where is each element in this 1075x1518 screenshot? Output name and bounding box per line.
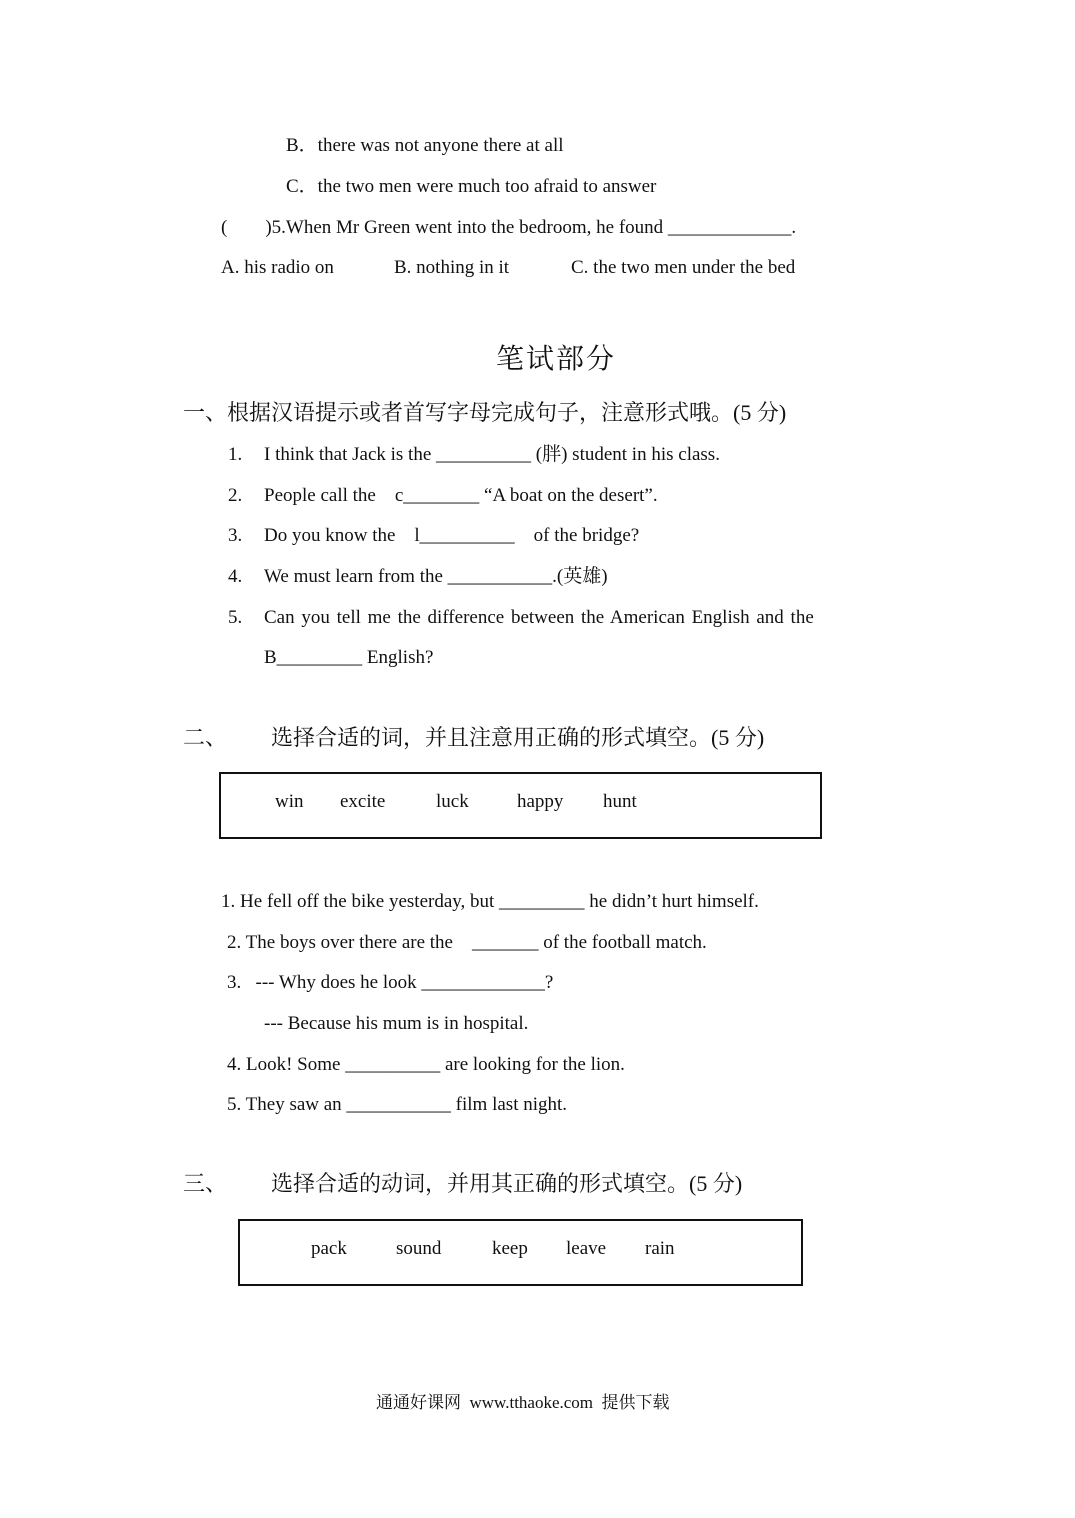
option-b: B．there was not anyone there at all (286, 135, 564, 156)
part1-item-4-num: 4. (228, 566, 243, 587)
part3-heading: 选择合适的动词，并用其正确的形式填空。(5 分) (271, 1171, 743, 1196)
word-bank-item: keep (492, 1238, 528, 1259)
part1-item-3-num: 3. (228, 525, 243, 546)
part1-heading: 一、根据汉语提示或者首写字母完成句子，注意形式哦。(5 分) (183, 400, 787, 425)
word-bank-item: win (275, 791, 304, 812)
part1-item-1: I think that Jack is the __________ (胖) student in his class. (264, 444, 720, 465)
q5-option-b: B. nothing in it (394, 257, 510, 278)
section-title: 笔试部分 (496, 344, 617, 375)
part1-item-5: Can you tell me the difference between the American English and the (264, 607, 814, 628)
part3-word-box (238, 1219, 803, 1286)
part2-heading: 选择合适的词，并且注意用正确的形式填空。(5 分) (271, 725, 765, 750)
part1-item-4: We must learn from the ___________.(英雄) (264, 566, 608, 587)
question-5: ( )5.When Mr Green went into the bedroom, he found _____________. (221, 217, 797, 238)
part1-item-2: People call the c________ “A boat on the desert”. (264, 485, 658, 506)
q5-option-c: C. the two men under the bed (571, 257, 796, 278)
word-bank-item: happy (517, 791, 564, 812)
part3-number: 三、 (183, 1171, 228, 1196)
q5-option-a: A. his radio on (221, 257, 334, 278)
part1-item-3: Do you know the l__________ of the bridge? (264, 525, 640, 546)
word-bank-item: leave (566, 1238, 607, 1259)
footer-source: 通通好课网 www.tthaoke.com 提供下载 (376, 1393, 670, 1412)
word-bank-item: luck (436, 791, 469, 812)
part1-item-5-num: 5. (228, 607, 243, 628)
part2-item-3: 3. --- Why does he look _____________? (227, 972, 554, 993)
part1-item-1-num: 1. (228, 444, 243, 465)
word-bank-item: sound (396, 1238, 442, 1259)
part2-item-4: 4. Look! Some __________ are looking for the lion. (227, 1054, 625, 1075)
part2-item-3-answer: --- Because his mum is in hospital. (264, 1013, 529, 1034)
part2-item-1: 1. He fell off the bike yesterday, but _________ he didn’t hurt himself. (221, 891, 759, 912)
word-bank-item: rain (645, 1238, 675, 1259)
word-bank-item: excite (340, 791, 386, 812)
part2-item-2: 2. The boys over there are the _______ of the football match. (227, 932, 707, 953)
option-c: C．the two men were much too afraid to answer (286, 176, 657, 197)
part1-item-5-continued: B_________ English? (264, 647, 434, 668)
part2-item-5: 5. They saw an ___________ film last night. (227, 1094, 568, 1115)
word-bank-item: pack (311, 1238, 347, 1259)
word-bank-item: hunt (603, 791, 637, 812)
part1-item-2-num: 2. (228, 485, 243, 506)
part2-number: 二、 (183, 725, 228, 750)
part2-word-box (219, 772, 822, 839)
